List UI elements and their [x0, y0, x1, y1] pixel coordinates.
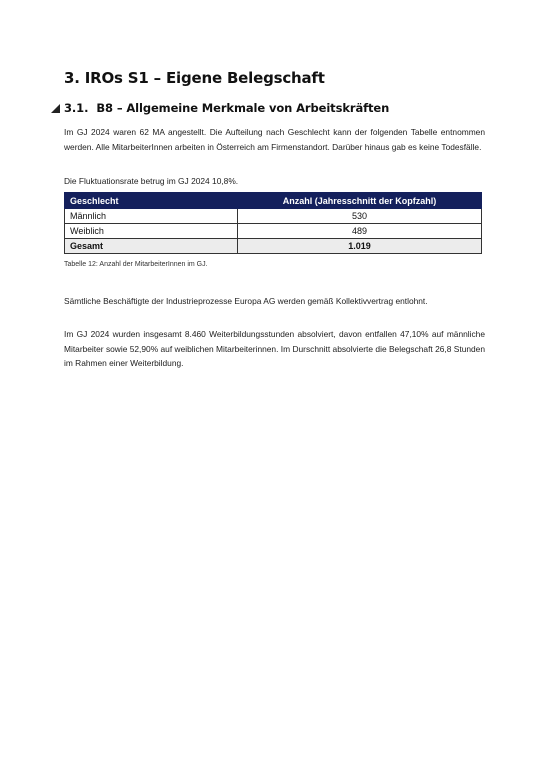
column-header-count: Anzahl (Jahresschnitt der Kopfzahl): [238, 193, 482, 209]
column-header-gender: Geschlecht: [65, 193, 238, 209]
table-total-row: [65, 239, 482, 254]
collapse-triangle-icon[interactable]: [51, 104, 60, 113]
table-header-row: [65, 193, 482, 209]
table-row: [65, 209, 482, 224]
table-caption: Tabelle 12: Anzahl der MitarbeiterInnen im GJ.: [64, 261, 208, 268]
section-title: 3. IROs S1 – Eigene Belegschaft: [64, 69, 325, 87]
fluctuation-paragraph: Die Fluktuationsrate betrug im GJ 2024 10,8%.: [64, 176, 239, 186]
table-cell-gender: Gesamt: [65, 239, 238, 254]
training-paragraph: Im GJ 2024 wurden insgesamt 8.460 Weiterbildungsstunden absolviert, davon entfallen 47,10% auf männliche Mitarbeiter sowie 52,90% auf weiblichen Mitarbeiterinnen. Im Durschnitt absolvierte die Belegschaft 26,8 Stunden im Rahmen einer Weiterbildung.: [64, 329, 485, 369]
table-cell-gender: Weiblich: [65, 224, 238, 239]
table-cell-gender: Männlich: [65, 209, 238, 224]
table-cell-count: 1.019: [238, 239, 482, 254]
collective-agreement-paragraph: Sämtliche Beschäftigte der Industrieprozesse Europa AG werden gemäß Kollektivvertrag entlohnt.: [64, 296, 428, 306]
table-row: [65, 224, 482, 239]
employees-table: [64, 192, 482, 254]
table-cell-count: 530: [238, 209, 482, 224]
subsection-heading: [51, 101, 389, 115]
table-cell-count: 489: [238, 224, 482, 239]
intro-paragraph: Im GJ 2024 waren 62 MA angestellt. Die Aufteilung nach Geschlecht kann der folgenden Tabelle entnommen werden. Alle MitarbeiterInnen arbeiten in Österreich am Firmenstandort. Darüber hinaus gab es keine Todesfälle.: [64, 127, 485, 152]
subsection-title: B8 – Allgemeine Merkmale von Arbeitskräften: [96, 101, 390, 115]
subsection-number: 3.1.: [64, 101, 89, 115]
